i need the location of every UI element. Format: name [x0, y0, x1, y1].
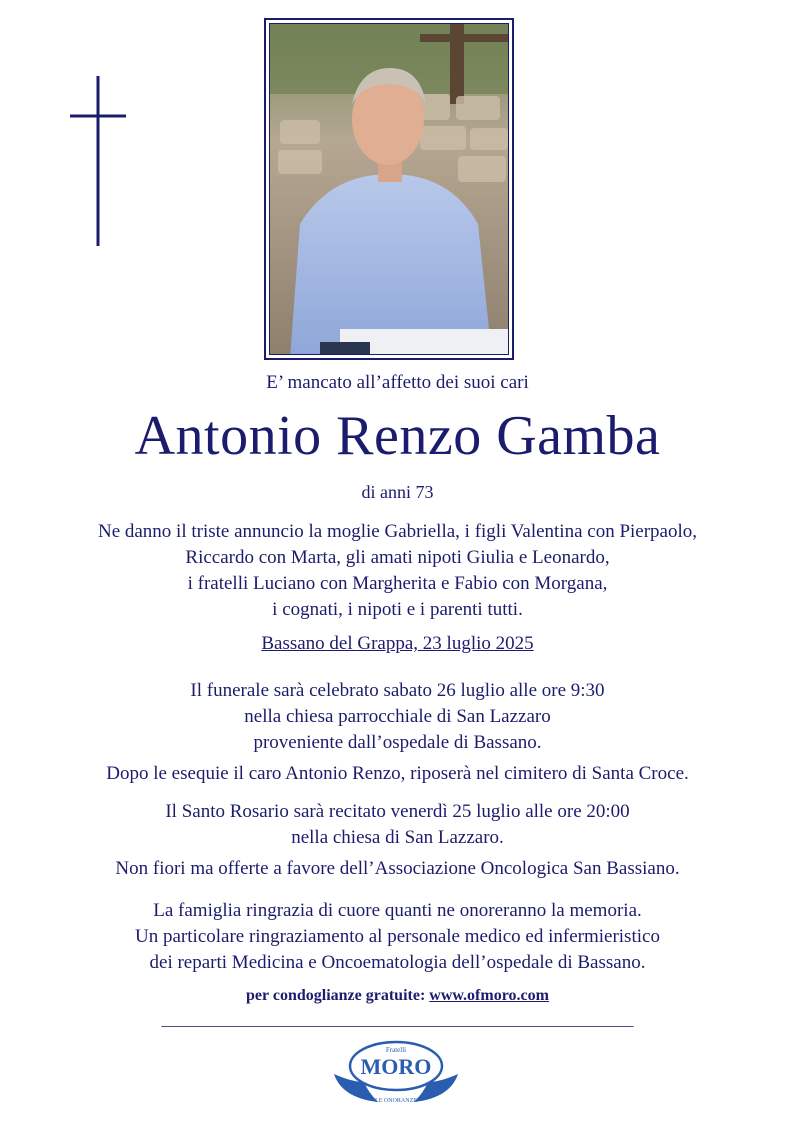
deceased-name: Antonio Renzo Gamba — [134, 405, 661, 467]
place-date-text: Bassano del Grappa, 23 luglio 2025 — [261, 633, 534, 654]
funeral-line: proveniente dall’ospedale di Bassano. — [253, 732, 542, 753]
logo-top-text: Fratelli — [385, 1046, 407, 1054]
funeral-line: Il funerale sarà celebrato sabato 26 luglio alle ore 9:30 — [190, 680, 605, 701]
funeral-info — [0, 678, 795, 756]
condolences — [0, 987, 795, 1005]
rosary-line: Il Santo Rosario sarà recitato venerdì 25 luglio alle ore 20:00 — [165, 801, 630, 822]
rosary-line: nella chiesa di San Lazzaro. — [291, 827, 504, 848]
separator-line: ___________________________________________________________ — [161, 1012, 634, 1029]
funeral-line: nella chiesa parrocchiale di San Lazzaro — [244, 706, 551, 727]
logo-bottom-text: LE ONORANZE — [375, 1098, 417, 1104]
announcement — [0, 519, 795, 623]
announcement-line: i fratelli Luciano con Margherita e Fabio con Morgana, — [187, 573, 608, 594]
age-text: di anni 73 — [361, 482, 434, 502]
thanks-line: Un particolare ringraziamento al personale medico ed infermieristico — [135, 926, 660, 947]
rosary-info — [0, 799, 795, 851]
announcement-line: Riccardo con Marta, gli amati nipoti Giulia e Leonardo, — [185, 547, 610, 568]
portrait-photo — [264, 18, 514, 360]
condolences-link[interactable]: www.ofmoro.com — [429, 987, 549, 1004]
moro-logo — [328, 1036, 464, 1106]
donation-note: Non fiori ma offerte a favore dell’Associazione Oncologica San Bassiano. — [115, 858, 680, 879]
burial-info: Dopo le esequie il caro Antonio Renzo, riposerà nel cimitero di Santa Croce. — [106, 763, 689, 784]
thanks-line: La famiglia ringrazia di cuore quanti ne onoreranno la memoria. — [153, 900, 642, 921]
thanks-text — [0, 898, 795, 976]
cross-icon — [68, 76, 128, 246]
intro-text: E’ mancato all’affetto dei suoi cari — [266, 372, 529, 393]
logo-main-text: MORO — [360, 1054, 432, 1079]
thanks-line: dei reparti Medicina e Oncoematologia dell’ospedale di Bassano. — [149, 952, 646, 973]
place-date — [0, 633, 795, 655]
announcement-line: Ne danno il triste annuncio la moglie Gabriella, i figli Valentina con Pierpaolo, — [97, 521, 698, 542]
announcement-line: i cognati, i nipoti e i parenti tutti. — [272, 599, 523, 620]
portrait-image — [270, 24, 509, 355]
condolences-label: per condoglianze gratuite: — [246, 987, 430, 1004]
